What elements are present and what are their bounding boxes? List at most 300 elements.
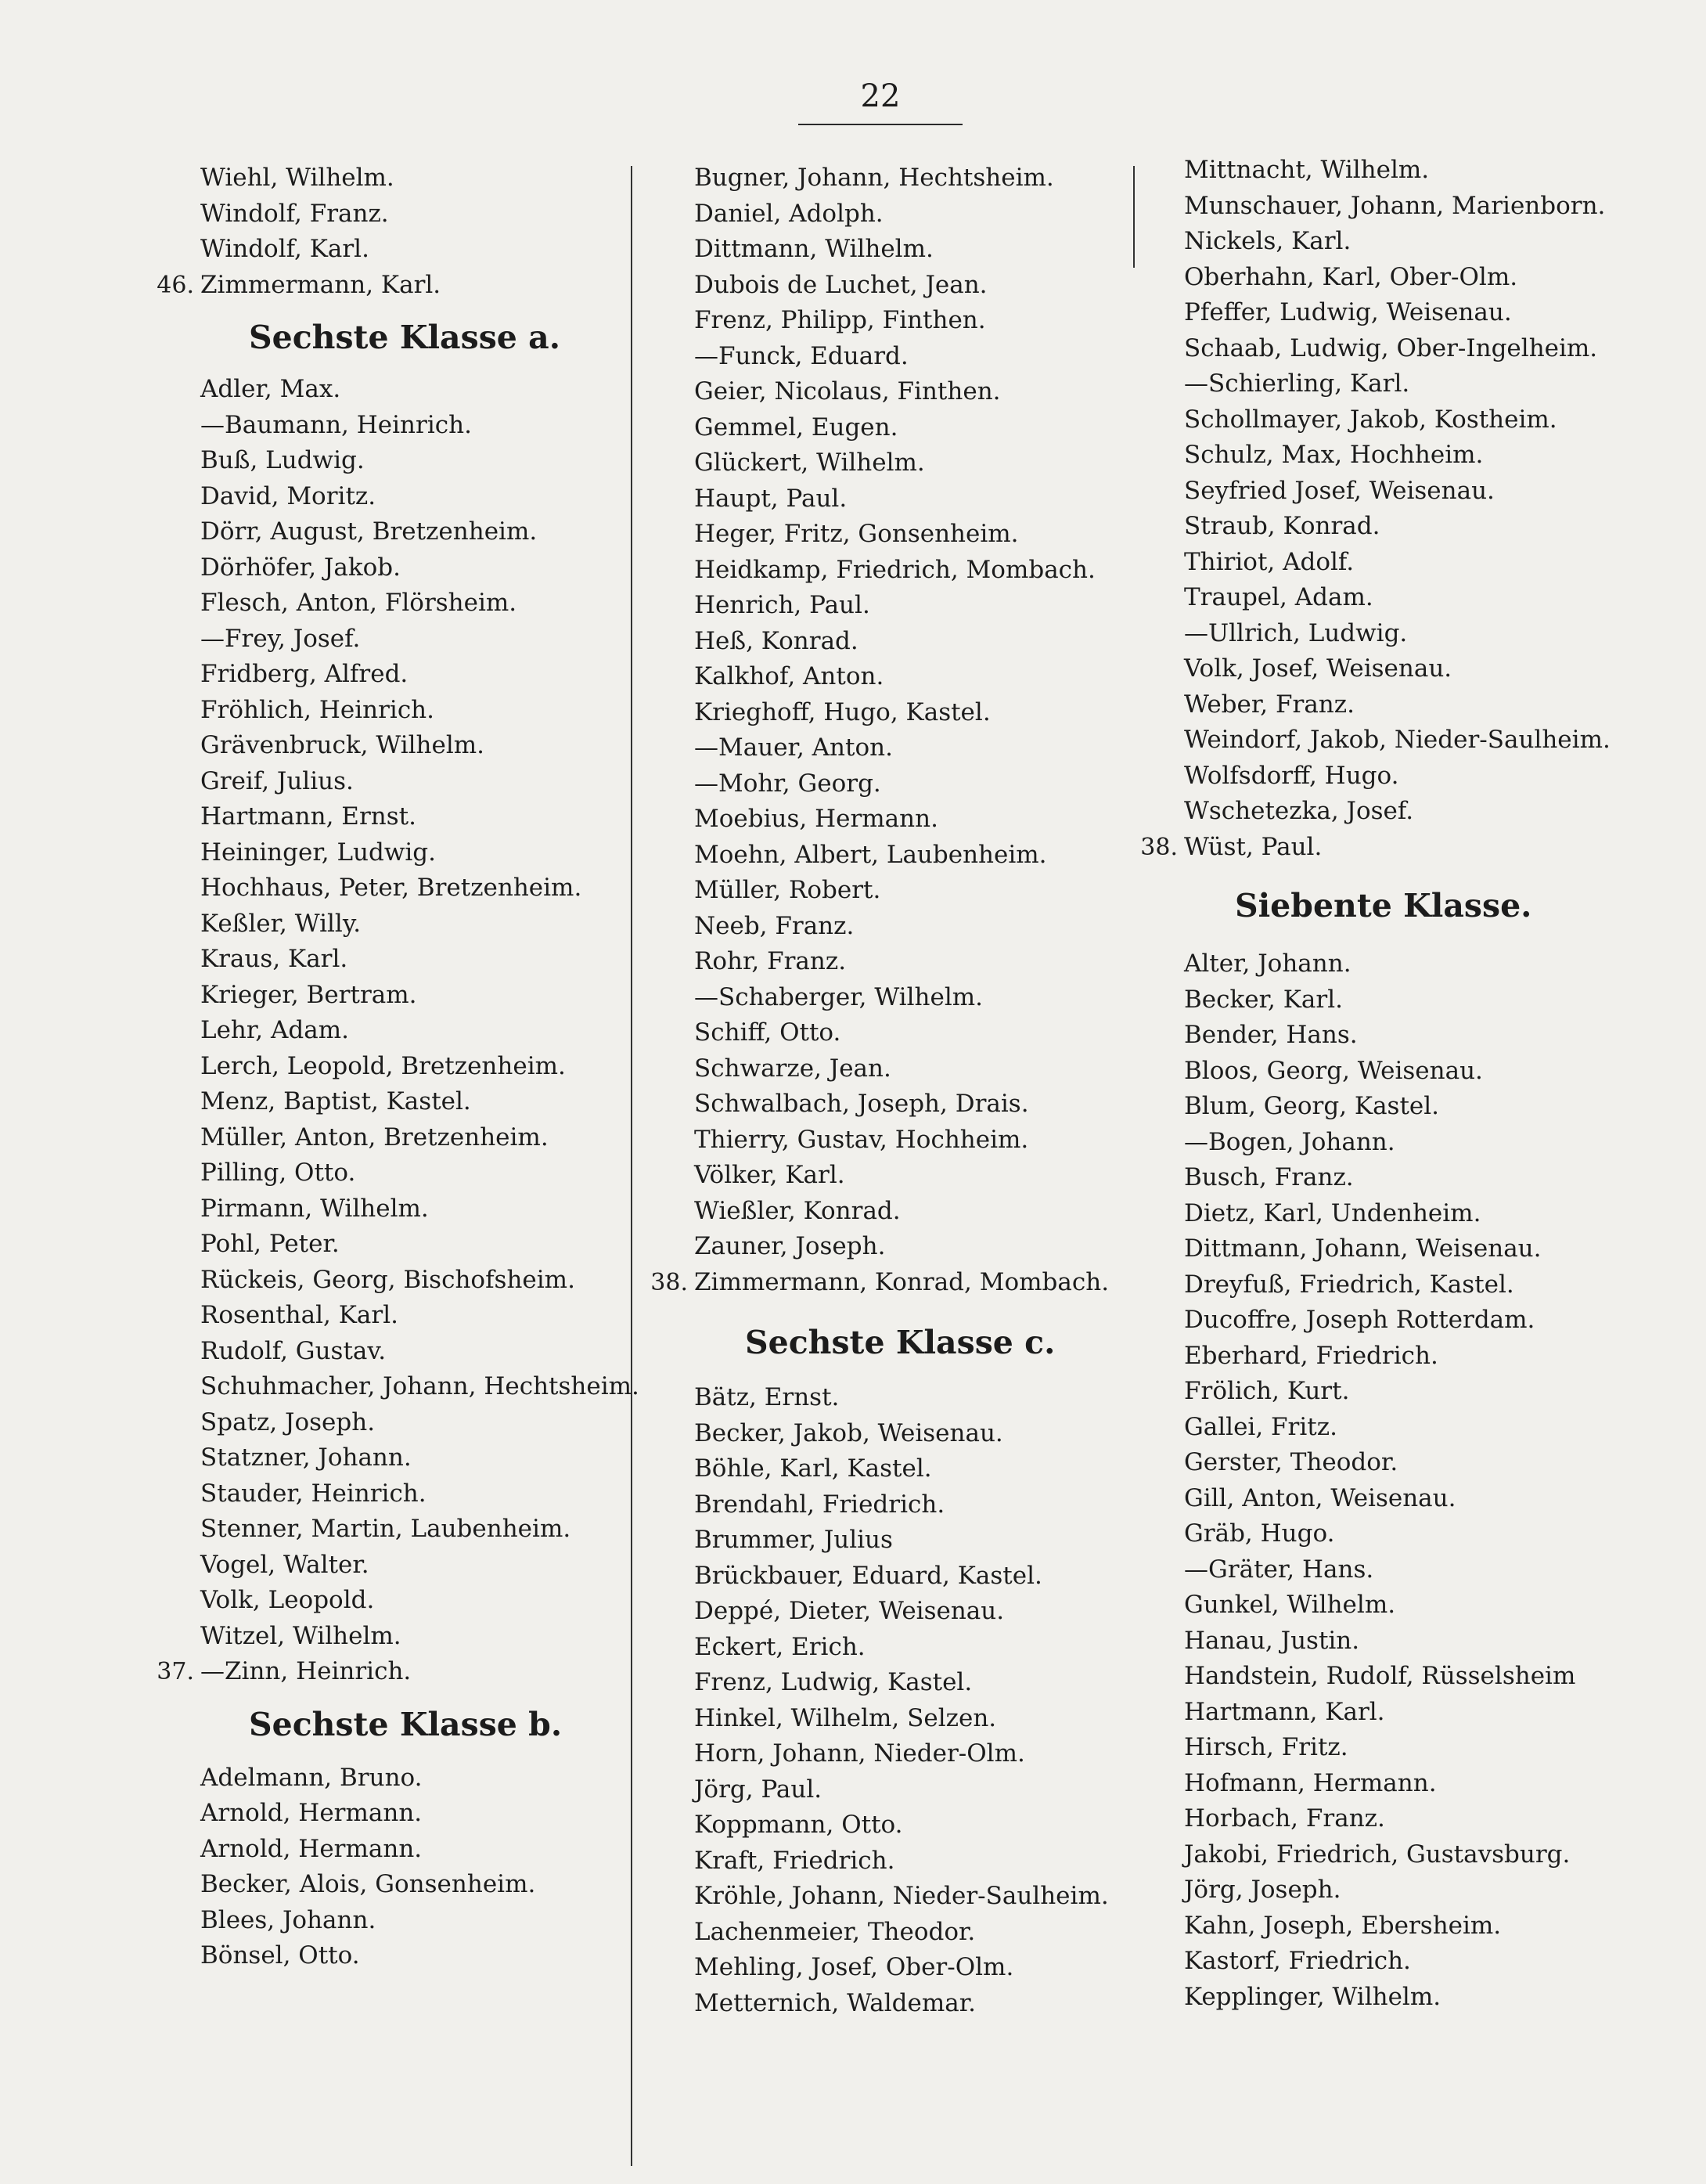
student-name: Heidkamp, Friedrich, Mombach. [694, 555, 1096, 584]
student-name: Rosenthal, Karl. [200, 1301, 398, 1329]
list-sechste-klasse-c-continued [1140, 153, 1611, 865]
list-item [1184, 1018, 1611, 1054]
student-name: David, Moritz. [200, 481, 376, 510]
list-item [200, 550, 639, 586]
student-name: Müller, Robert. [694, 876, 881, 904]
list-item [694, 1807, 1109, 1843]
list-item [1184, 509, 1611, 545]
list-item [1184, 794, 1611, 830]
list-item [200, 1832, 639, 1868]
list-item [200, 1084, 639, 1120]
list-item [200, 1867, 639, 1903]
column-divider-right [1133, 166, 1135, 268]
student-name: Böhle, Karl, Kastel. [694, 1454, 932, 1483]
list-sechste-klasse-c [694, 1380, 1109, 2021]
list-item [1184, 474, 1611, 510]
student-name: Thiriot, Adolf. [1184, 547, 1355, 576]
student-name: —Gräter, Hans. [1184, 1555, 1374, 1584]
list-item [694, 1451, 1109, 1487]
list-item [1184, 1624, 1611, 1660]
student-name: Krieghoff, Hugo, Kastel. [694, 697, 991, 726]
list-item [200, 586, 639, 622]
student-name: Volk, Josef, Weisenau. [1184, 654, 1452, 683]
list-siebente-klasse [1184, 946, 1611, 2015]
heading-sechste-klasse-c: Sechste Klasse c. [745, 1324, 1056, 1361]
student-name: Haupt, Paul. [694, 484, 848, 513]
list-item [200, 799, 639, 835]
list-item [694, 517, 1109, 553]
class-count: 46. [157, 271, 194, 299]
list-item [200, 1334, 639, 1370]
student-name: Schwarze, Jean. [694, 1054, 891, 1083]
list-item [1184, 1374, 1611, 1410]
list-item [1184, 1980, 1611, 2016]
student-name: Neeb, Franz. [694, 911, 855, 940]
list-item [694, 659, 1109, 695]
list-item [1184, 759, 1611, 795]
student-name: Menz, Baptist, Kastel. [200, 1087, 471, 1115]
student-name: Busch, Franz. [1184, 1163, 1354, 1191]
list-item [1184, 260, 1611, 296]
list-item [200, 693, 639, 729]
list-item [1184, 1837, 1611, 1873]
list-item [1184, 1160, 1611, 1196]
student-name: Frölich, Kurt. [1184, 1377, 1350, 1405]
student-name: Gunkel, Wilhelm. [1184, 1591, 1396, 1619]
student-name: Ducoffre, Joseph Rotterdam. [1184, 1306, 1535, 1334]
list-item [694, 1701, 1109, 1737]
list-item [650, 1265, 1110, 1301]
student-name: Hanau, Justin. [1184, 1626, 1360, 1655]
list-item [694, 944, 1109, 980]
list-item [694, 873, 1109, 909]
student-name: Jörg, Joseph. [1184, 1876, 1341, 1904]
student-name: Spatz, Joseph. [200, 1407, 376, 1436]
list-item [694, 1950, 1109, 1986]
student-name: Eberhard, Friedrich. [1184, 1341, 1438, 1370]
list-item [1184, 946, 1611, 982]
student-name: Horbach, Franz. [1184, 1804, 1385, 1833]
student-name: Arnold, Hermann. [200, 1834, 423, 1863]
list-item [200, 196, 639, 232]
student-name: Fröhlich, Heinrich. [200, 695, 434, 724]
list-item [200, 372, 639, 408]
student-name: Kepplinger, Wilhelm. [1184, 1982, 1441, 2011]
student-name: Hochhaus, Peter, Bretzenheim. [200, 874, 582, 902]
list-item [694, 481, 1109, 517]
list-sechste-klasse-b-continued [650, 160, 1110, 1300]
list-item [157, 268, 639, 304]
student-name: Witzel, Wilhelm. [200, 1621, 401, 1650]
student-name: Hartmann, Ernst. [200, 802, 416, 831]
list-item [200, 728, 639, 764]
student-name: Blees, Johann. [200, 1905, 376, 1934]
list-item [694, 1915, 1109, 1951]
student-name: Bätz, Ernst. [694, 1383, 840, 1411]
student-name: Heß, Konrad. [694, 626, 858, 655]
student-name: —Ullrich, Ludwig. [1184, 618, 1408, 647]
list-item [694, 232, 1109, 268]
list-item [1184, 402, 1611, 438]
student-name: Schwalbach, Joseph, Drais. [694, 1090, 1029, 1118]
list-item [200, 1155, 639, 1191]
student-name: Thierry, Gustav, Hochheim. [694, 1125, 1029, 1154]
list-item [1184, 295, 1611, 331]
student-name: Wießler, Konrad. [694, 1196, 901, 1225]
student-name: Kahn, Joseph, Ebersheim. [1184, 1911, 1502, 1940]
student-name: Hirsch, Fritz. [1184, 1733, 1348, 1761]
list-item [694, 1665, 1109, 1701]
student-name: Fridberg, Alfred. [200, 660, 409, 688]
student-name: Wschetezka, Josef. [1184, 797, 1414, 825]
student-name: Arnold, Hermann. [200, 1799, 423, 1827]
list-item [694, 1736, 1109, 1772]
student-name: Mittnacht, Wilhelm. [1184, 156, 1430, 184]
list-item [694, 909, 1109, 945]
class-count: 37. [157, 1658, 194, 1685]
student-name: Heger, Fritz, Gonsenheim. [694, 520, 1019, 548]
list-sechste-klasse-a [157, 372, 639, 1690]
student-name: Müller, Anton, Bretzenheim. [200, 1123, 549, 1151]
list-item [694, 1559, 1109, 1595]
list-item [1184, 1552, 1611, 1588]
list-item [1184, 438, 1611, 474]
list-item [1184, 687, 1611, 723]
student-name: Rudolf, Gustav. [200, 1336, 387, 1365]
list-item [694, 303, 1109, 339]
list-item [694, 730, 1109, 766]
list-item [1184, 1445, 1611, 1481]
student-name: Seyfried Josef, Weisenau. [1184, 476, 1495, 505]
student-name: Zauner, Joseph. [694, 1232, 886, 1260]
list-item [694, 588, 1109, 624]
student-name: Geier, Nicolaus, Finthen. [694, 377, 1001, 405]
list-item [694, 695, 1109, 731]
list-item [694, 410, 1109, 446]
page-number: 22 [860, 78, 901, 114]
list-item [200, 942, 639, 978]
student-name: Weber, Franz. [1184, 690, 1355, 719]
list-item [694, 1843, 1109, 1879]
list-item [200, 1298, 639, 1334]
list-item [200, 870, 639, 906]
student-name: Frenz, Philipp, Finthen. [694, 306, 986, 334]
list-item [694, 160, 1109, 196]
student-name: Kraus, Karl. [200, 945, 348, 973]
list-item [1184, 1730, 1611, 1766]
student-name: Schollmayer, Jakob, Kostheim. [1184, 405, 1557, 434]
student-name: Pirmann, Wilhelm. [200, 1194, 429, 1223]
list-item [200, 1120, 639, 1156]
list-item [200, 1548, 639, 1584]
student-name: Gräb, Hugo. [1184, 1519, 1335, 1548]
student-name: Pohl, Peter. [200, 1230, 340, 1258]
list-item [694, 196, 1109, 232]
student-name: Bloos, Georg, Weisenau. [1184, 1056, 1483, 1085]
student-name: Dietz, Karl, Undenheim. [1184, 1198, 1481, 1227]
class-count: 38. [650, 1268, 688, 1296]
list-item [157, 1654, 639, 1690]
student-name: Handstein, Rudolf, Rüsselsheim [1184, 1662, 1576, 1690]
student-name: Zimmermann, Konrad, Mombach. [694, 1267, 1110, 1296]
student-name: Völker, Karl. [694, 1161, 845, 1189]
list-item [200, 479, 639, 515]
list-item [694, 838, 1109, 874]
student-name: Becker, Alois, Gonsenheim. [200, 1870, 536, 1898]
student-name: Wüst, Paul. [1184, 832, 1323, 861]
list-item [1184, 1125, 1611, 1161]
student-name: Mehling, Josef, Ober-Olm. [694, 1953, 1014, 1981]
list-item [694, 1986, 1109, 2022]
student-name: Windolf, Franz. [200, 199, 389, 228]
list-item [200, 1619, 639, 1655]
list-item [694, 339, 1109, 375]
student-name: Nickels, Karl. [1184, 227, 1351, 255]
list-item [1184, 1588, 1611, 1624]
list-item [1184, 366, 1611, 402]
student-name: Hofmann, Hermann. [1184, 1768, 1437, 1797]
list-item [694, 624, 1109, 660]
student-name: Kraft, Friedrich. [694, 1846, 895, 1875]
student-name: Greif, Julius. [200, 766, 354, 795]
student-name: Flesch, Anton, Flörsheim. [200, 589, 517, 617]
student-name: Pfeffer, Ludwig, Weisenau. [1184, 298, 1512, 326]
list-item [200, 1796, 639, 1832]
heading-sechste-klasse-a: Sechste Klasse a. [249, 319, 560, 356]
list-item [1184, 1267, 1611, 1303]
heading-sechste-klasse-b: Sechste Klasse b. [249, 1705, 563, 1743]
list-item [200, 906, 639, 942]
student-name: Keßler, Willy. [200, 909, 362, 938]
list-item [200, 408, 639, 444]
student-name: Deppé, Dieter, Weisenau. [694, 1597, 1005, 1625]
list-item [200, 1761, 639, 1797]
page-number-rule [798, 124, 963, 125]
student-name: Bönsel, Otto. [200, 1941, 360, 1970]
list-item [694, 1229, 1109, 1265]
list-item [694, 374, 1109, 410]
student-name: Dörhöfer, Jakob. [200, 553, 401, 582]
list-item [200, 1440, 639, 1476]
student-name: —Zinn, Heinrich. [200, 1657, 412, 1685]
list-item [1184, 1801, 1611, 1837]
list-item [1184, 616, 1611, 652]
student-name: Lerch, Leopold, Bretzenheim. [200, 1051, 566, 1080]
list-item [694, 980, 1109, 1016]
student-name: Bender, Hans. [1184, 1021, 1358, 1049]
list-item [694, 1087, 1109, 1123]
list-item [694, 802, 1109, 838]
list-item [1184, 1516, 1611, 1552]
student-name: Blum, Georg, Kastel. [1184, 1092, 1440, 1120]
list-item [1140, 830, 1611, 866]
student-name: Wolfsdorff, Hugo. [1184, 761, 1399, 790]
list-item [1184, 1908, 1611, 1944]
student-name: Horn, Johann, Nieder-Olm. [694, 1739, 1025, 1768]
student-name: Schiff, Otto. [694, 1018, 841, 1047]
student-name: Krieger, Bertram. [200, 980, 417, 1009]
list-item [200, 514, 639, 550]
student-name: Dittmann, Wilhelm. [694, 235, 934, 263]
list-item [200, 443, 639, 479]
list-item [1184, 1196, 1611, 1232]
list-item [200, 978, 639, 1014]
student-name: Gemmel, Eugen. [694, 413, 898, 441]
list-item [200, 160, 639, 196]
list-item [200, 1938, 639, 1974]
list-item [1184, 1339, 1611, 1375]
student-name: Glückert, Wilhelm. [694, 449, 925, 477]
student-name: Pilling, Otto. [200, 1159, 356, 1187]
student-name: Eckert, Erich. [694, 1632, 866, 1661]
student-name: —Baumann, Heinrich. [200, 410, 472, 439]
list-item [200, 622, 639, 658]
student-name: Dittmann, Johann, Weisenau. [1184, 1234, 1542, 1263]
list-item [1184, 1231, 1611, 1267]
student-name: Traupel, Adam. [1184, 583, 1373, 611]
list-item [694, 1158, 1109, 1194]
student-name: Schuhmacher, Johann, Hechtsheim. [200, 1372, 639, 1400]
list-item [1184, 1766, 1611, 1802]
list-item [694, 1416, 1109, 1452]
student-name: Dubois de Luchet, Jean. [694, 270, 988, 299]
student-name: Buß, Ludwig. [200, 446, 365, 474]
list-item [200, 1013, 639, 1049]
list-item [200, 1049, 639, 1085]
student-name: Brückbauer, Eduard, Kastel. [694, 1561, 1042, 1590]
list-item [200, 1369, 639, 1405]
left-column [157, 160, 639, 1974]
student-name: Zimmermann, Karl. [200, 270, 441, 299]
student-name: Kröhle, Johann, Nieder-Saulheim. [694, 1882, 1109, 1910]
list-item [694, 1194, 1109, 1230]
student-name: Lehr, Adam. [200, 1016, 349, 1044]
student-name: Koppmann, Otto. [694, 1811, 903, 1839]
list-item [1184, 1089, 1611, 1125]
list-item [1184, 1481, 1611, 1517]
list-item [200, 1476, 639, 1512]
list-item [200, 1405, 639, 1441]
list-item [1184, 651, 1611, 687]
student-name: Stauder, Heinrich. [200, 1479, 426, 1508]
list-item [1184, 580, 1611, 616]
student-name: Wiehl, Wilhelm. [200, 164, 394, 192]
list-item [694, 1594, 1109, 1630]
list-item [200, 1512, 639, 1548]
list-item [694, 445, 1109, 481]
list-item [1184, 331, 1611, 367]
list-item [1184, 1054, 1611, 1090]
left-top-list [157, 160, 639, 303]
list-item [200, 1583, 639, 1619]
list-item [1184, 1944, 1611, 1980]
student-name: Kalkhof, Anton. [694, 662, 884, 690]
list-item [1184, 1695, 1611, 1731]
list-item [1184, 1410, 1611, 1446]
list-item [1184, 189, 1611, 225]
student-name: Jörg, Paul. [694, 1775, 822, 1804]
list-item [1184, 1659, 1611, 1695]
student-name: Hartmann, Karl. [1184, 1697, 1385, 1726]
student-name: Schaab, Ludwig, Ober-Ingelheim. [1184, 333, 1598, 362]
list-item [694, 1380, 1109, 1416]
list-item [200, 764, 639, 800]
student-name: Brummer, Julius [694, 1526, 893, 1554]
student-name: Grävenbruck, Wilhelm. [200, 731, 484, 759]
student-name: Rohr, Franz. [694, 947, 847, 975]
student-name: Becker, Jakob, Weisenau. [694, 1418, 1003, 1447]
student-name: Brendahl, Friedrich. [694, 1490, 945, 1519]
list-item [694, 1772, 1109, 1808]
student-name: Dreyfuß, Friedrich, Kastel. [1184, 1270, 1514, 1299]
student-name: Frenz, Ludwig, Kastel. [694, 1668, 973, 1696]
student-name: Rückeis, Georg, Bischofsheim. [200, 1265, 575, 1294]
list-item [200, 232, 639, 268]
student-name: Alter, Johann. [1184, 950, 1351, 978]
student-name: Statzner, Johann. [200, 1443, 412, 1472]
list-item [694, 1015, 1109, 1051]
list-item [694, 1523, 1109, 1559]
list-item [694, 553, 1109, 589]
student-name: —Mauer, Anton. [694, 733, 893, 762]
student-name: Jakobi, Friedrich, Gustavsburg. [1184, 1840, 1571, 1869]
student-name: Metternich, Waldemar. [694, 1988, 976, 2017]
student-name: —Mohr, Georg. [694, 769, 881, 798]
list-item [1184, 545, 1611, 581]
list-item [1184, 982, 1611, 1018]
list-item [694, 1051, 1109, 1087]
student-name: Adelmann, Bruno. [200, 1763, 423, 1792]
list-item [1184, 723, 1611, 759]
list-item [694, 1123, 1109, 1159]
student-name: Moehn, Albert, Laubenheim. [694, 840, 1047, 869]
student-name: Straub, Konrad. [1184, 512, 1380, 540]
list-item [200, 835, 639, 871]
right-column [1140, 153, 1611, 2015]
middle-column [650, 160, 1110, 2021]
list-item [694, 268, 1109, 304]
heading-siebente-klasse: Siebente Klasse. [1235, 887, 1532, 924]
list-sechste-klasse-b [200, 1761, 639, 1974]
student-name: —Schierling, Karl. [1184, 369, 1410, 398]
student-name: Henrich, Paul. [694, 591, 870, 619]
student-name: Becker, Karl. [1184, 985, 1343, 1014]
student-name: Stenner, Martin, Laubenheim. [200, 1515, 571, 1543]
list-item [200, 1903, 639, 1939]
list-item [1184, 224, 1611, 260]
list-item [694, 766, 1109, 802]
student-name: —Bogen, Johann. [1184, 1127, 1395, 1156]
student-name: Vogel, Walter. [200, 1550, 369, 1579]
list-item [694, 1630, 1109, 1666]
student-name: —Frey, Josef. [200, 624, 361, 653]
student-name: Weindorf, Jakob, Nieder-Saulheim. [1184, 726, 1611, 754]
student-name: —Funck, Eduard. [694, 341, 909, 370]
student-name: Lachenmeier, Theodor. [694, 1917, 976, 1946]
student-name: Gallei, Fritz. [1184, 1412, 1337, 1441]
student-name: Volk, Leopold. [200, 1586, 375, 1614]
list-item [200, 1227, 639, 1263]
student-name: Windolf, Karl. [200, 235, 369, 263]
student-name: Hinkel, Wilhelm, Selzen. [694, 1703, 997, 1732]
list-item [1184, 153, 1611, 189]
student-name: Munschauer, Johann, Marienborn. [1184, 191, 1606, 220]
student-name: Adler, Max. [200, 375, 341, 403]
student-name: Dörr, August, Bretzenheim. [200, 517, 538, 546]
student-name: Gill, Anton, Weisenau. [1184, 1483, 1456, 1512]
list-item [694, 1487, 1109, 1523]
student-name: Schulz, Max, Hochheim. [1184, 441, 1484, 469]
